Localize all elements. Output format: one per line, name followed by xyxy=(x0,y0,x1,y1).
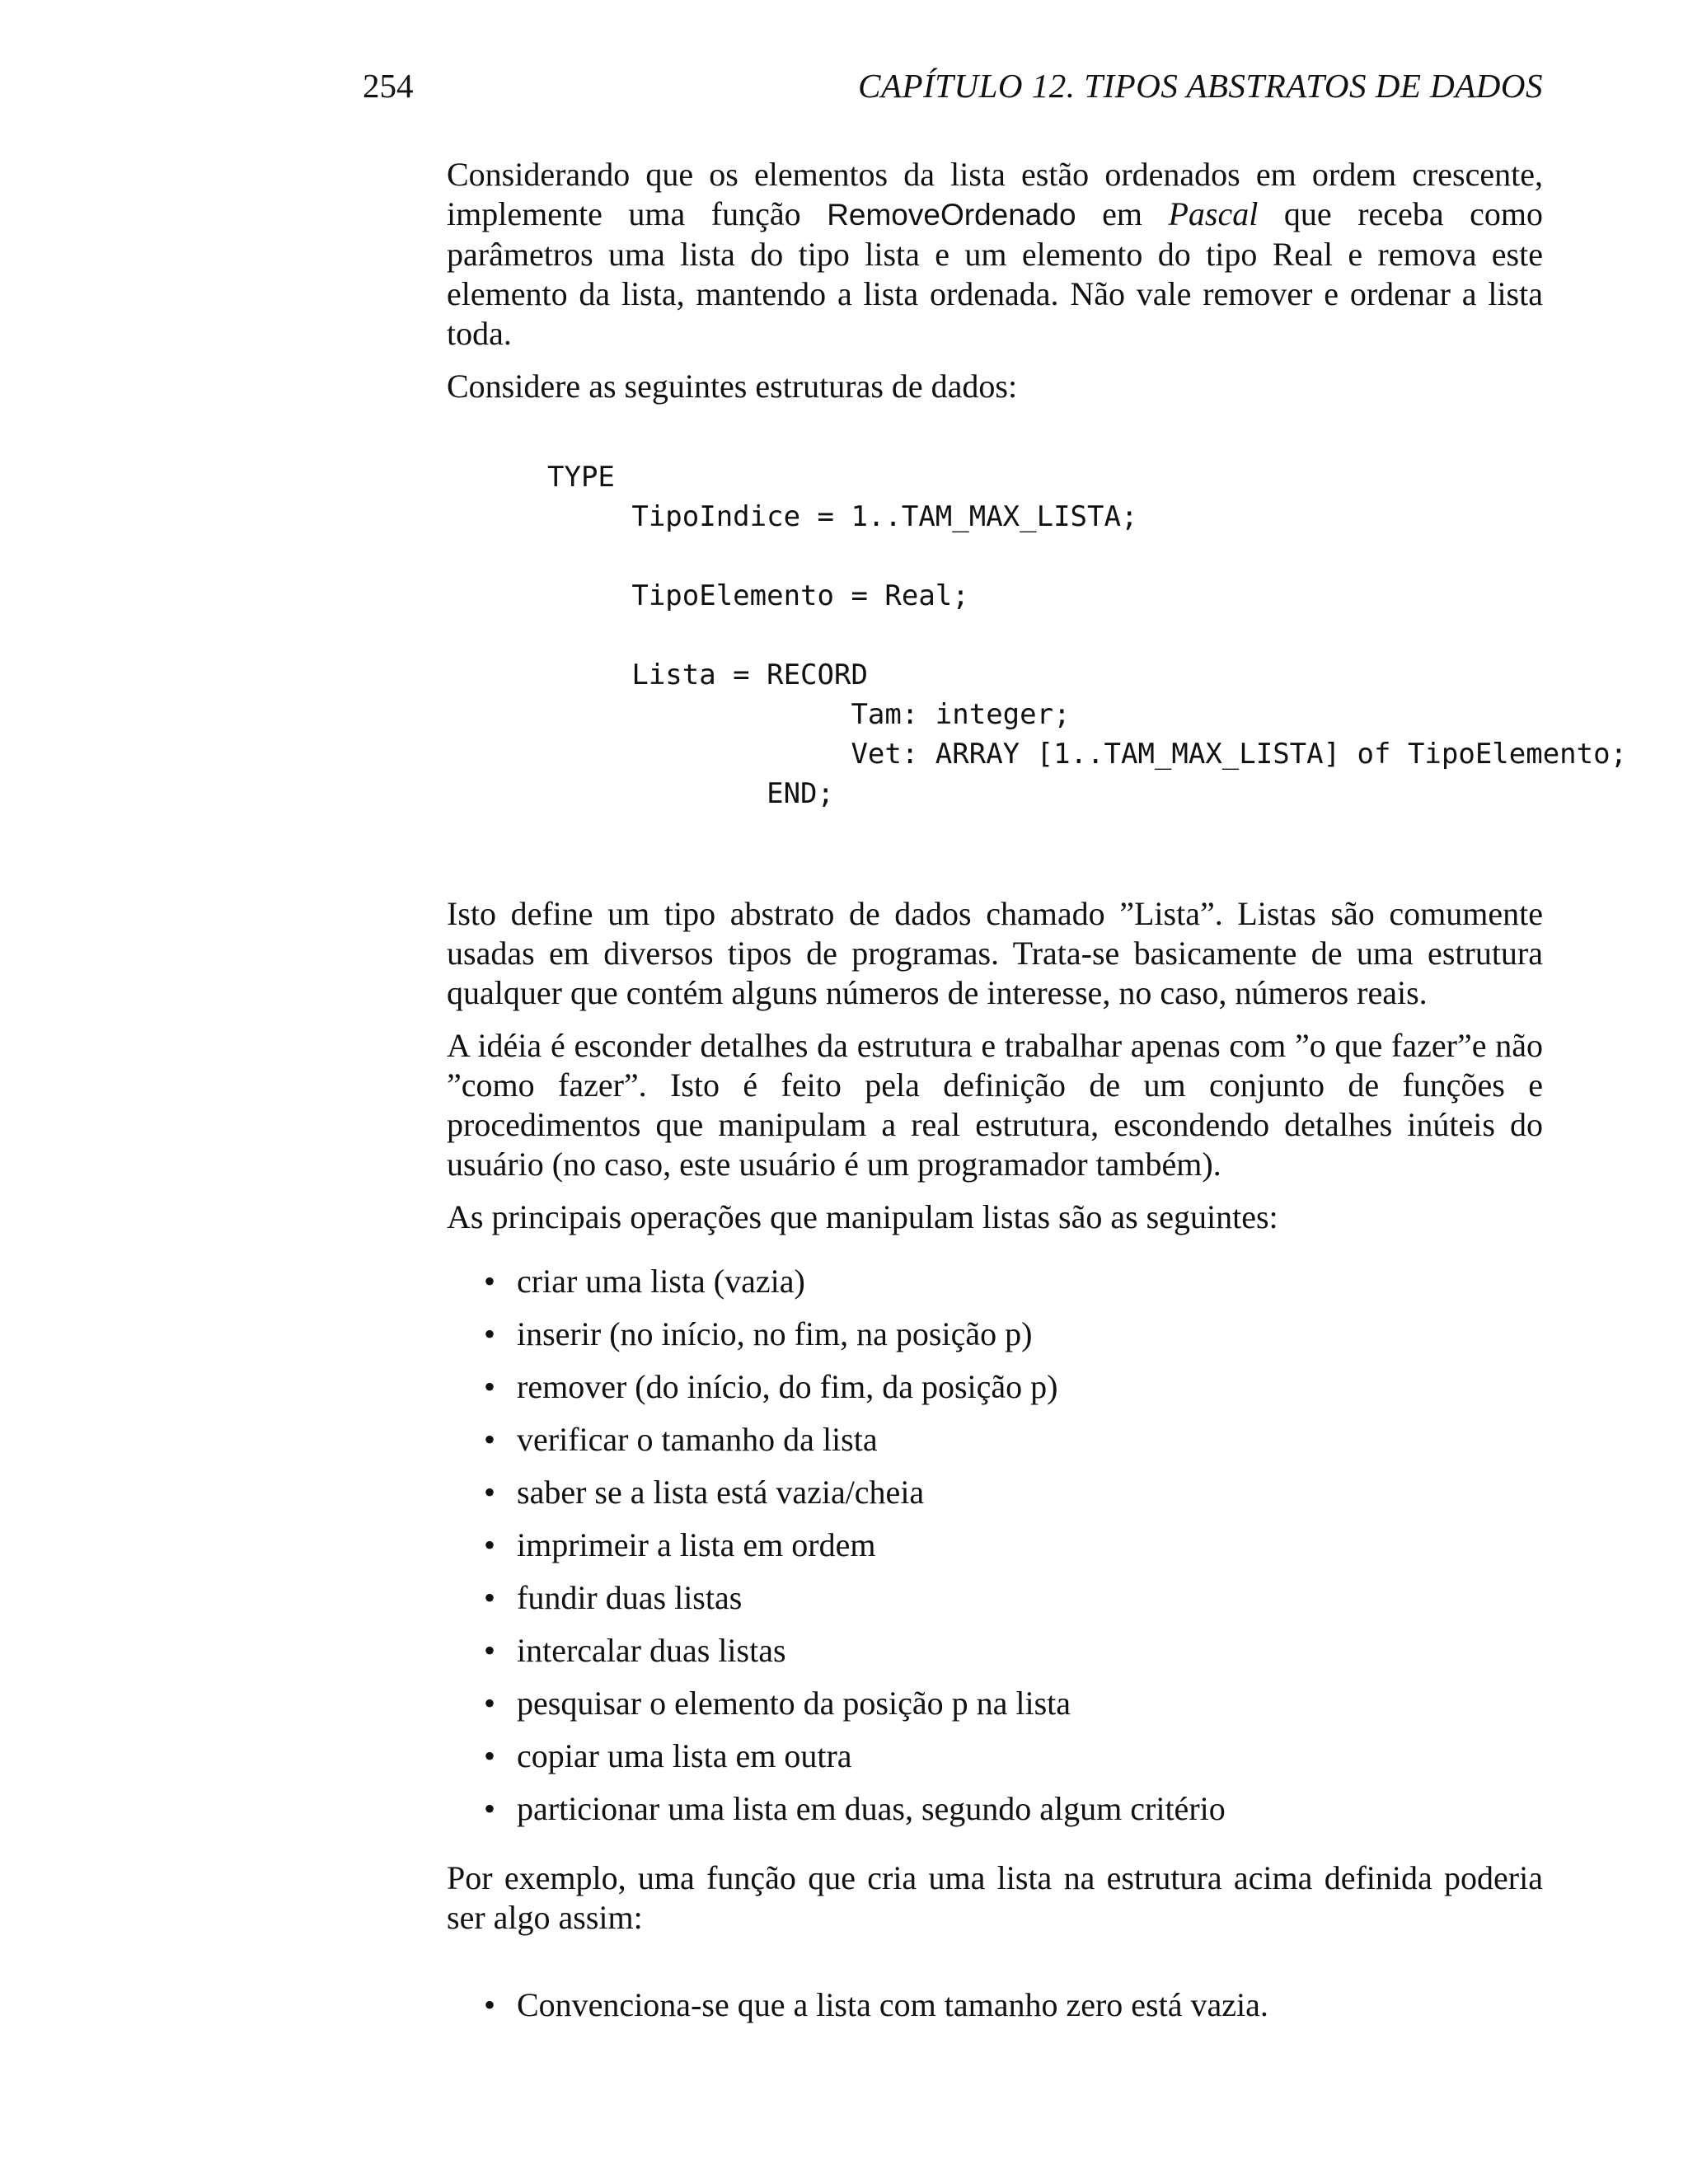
list-item: • imprimeir a lista em ordem xyxy=(484,1526,1543,1565)
list-item: • intercalar duas listas xyxy=(484,1631,1543,1671)
page-number: 254 xyxy=(363,67,414,105)
list-item: • saber se a lista está vazia/cheia xyxy=(484,1473,1543,1512)
page-header xyxy=(363,66,1543,115)
list-item: • copiar uma lista em outra xyxy=(484,1736,1543,1776)
list-item: • verificar o tamanho da lista xyxy=(484,1420,1543,1460)
language-name: Pascal xyxy=(1168,195,1259,232)
list-item: • fundir duas listas xyxy=(484,1578,1543,1618)
list-item: • pesquisar o elemento da posição p na lista xyxy=(484,1684,1543,1723)
operations-list xyxy=(447,1262,1543,1829)
example-paragraph: Por exemplo, uma função que cria uma lista na estrutura acima definida poderia ser algo assim: xyxy=(447,1859,1543,1936)
exercise-text-part3: que receba como parâmetros uma lista do tipo lista e um elemento do tipo Real e remova este elemento da lista, mantendo a lista ordenada. Não vale remover e ordenar a lista toda. xyxy=(447,195,1543,352)
list-item: • criar uma lista (vazia) xyxy=(484,1262,1543,1301)
list-item: • particionar uma lista em duas, segundo algum critério xyxy=(484,1789,1543,1829)
page-body xyxy=(447,155,1628,2025)
abstraction-paragraph: A idéia é esconder detalhes da estrutura e trabalhar apenas com ”o que fazer”e não ”como fazer”. Isto é feito pela definição de um conjunto de funções e procedimentos que manipulam a real estrutura, escondendo detalhes inúteis do usuário (no caso, este usuário é um programador também). xyxy=(447,1027,1543,1183)
structures-intro: Considere as seguintes estruturas de dados: xyxy=(447,368,1018,405)
exercise-paragraph xyxy=(447,155,1543,354)
function-name: RemoveOrdenado xyxy=(827,198,1076,232)
code-block: TYPE TipoIndice = 1..TAM_MAX_LISTA; TipoElemento = Real; Lista = RECORD Tam: integer; Vet: ARRAY [1..TAM_MAX_LISTA] of TipoElemento; END; xyxy=(547,461,1628,810)
convention-list xyxy=(447,1985,1543,2025)
list-item: • remover (do início, do fim, da posição p) xyxy=(484,1367,1543,1407)
operations-intro: As principais operações que manipulam listas são as seguintes: xyxy=(447,1198,1278,1235)
exercise-text-part2: em xyxy=(1076,195,1169,232)
running-head: CAPÍTULO 12. TIPOS ABSTRATOS DE DADOS xyxy=(858,67,1543,105)
list-item: • inserir (no início, no fim, na posição p) xyxy=(484,1315,1543,1354)
list-definition-paragraph: Isto define um tipo abstrato de dados chamado ”Lista”. Listas são comumente usadas em diversos tipos de programas. Trata-se basicamente de uma estrutura qualquer que contém alguns números de interesse, no caso, números reais. xyxy=(447,895,1543,1011)
list-item: • Convenciona-se que a lista com tamanho zero está vazia. xyxy=(484,1985,1543,2025)
exercise-text-part1: Considerando que os elementos da lista estão ordenados em ordem crescente, implemente uma função xyxy=(447,156,1543,232)
